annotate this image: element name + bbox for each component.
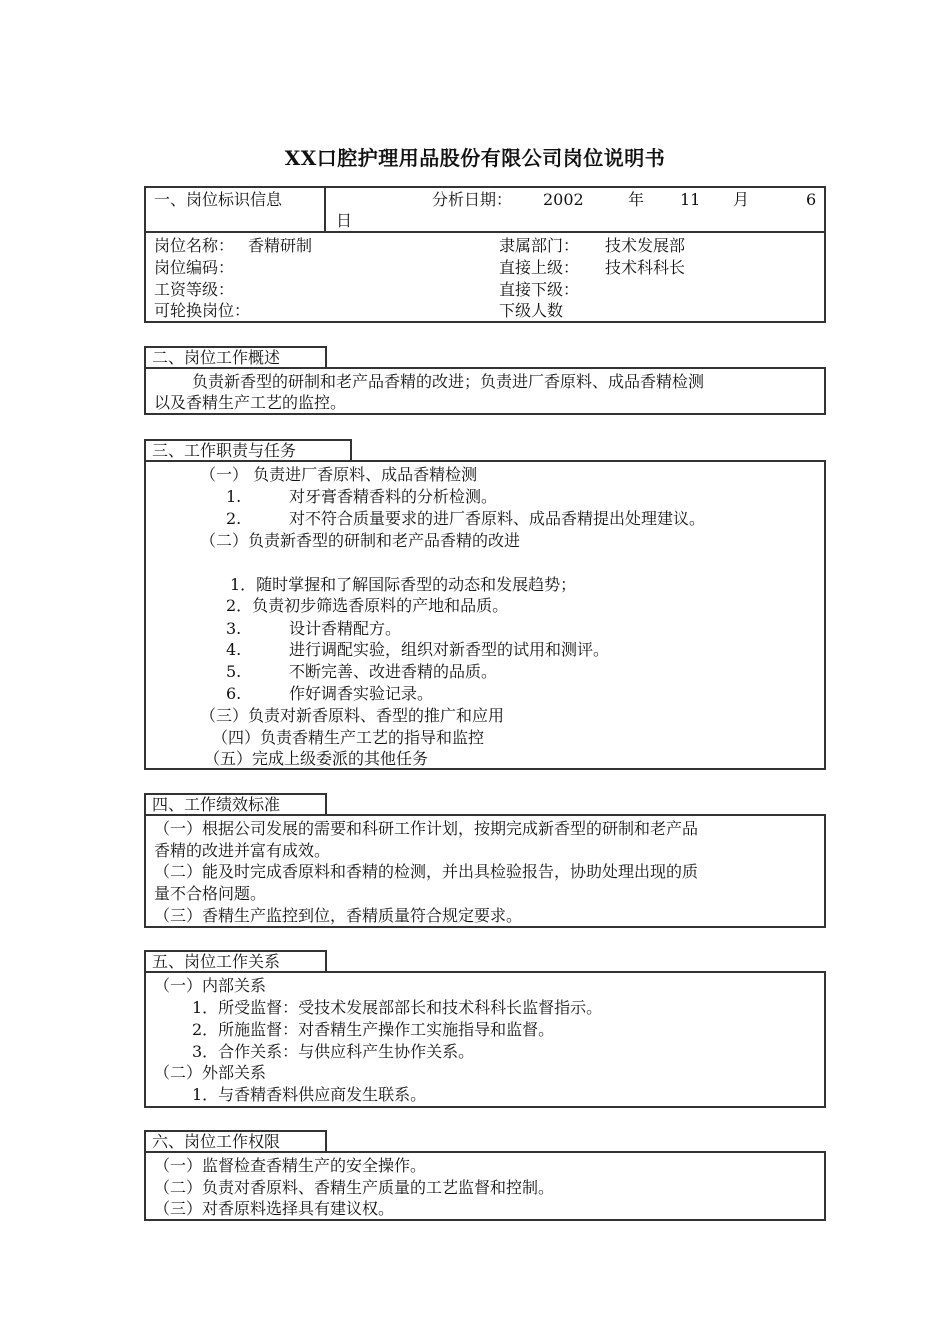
section-1-divider-horizontal xyxy=(146,231,826,233)
duty-1-1: 对牙膏香精香料的分析检测。 xyxy=(289,487,498,506)
position-code-label: 岗位编码： xyxy=(154,258,235,277)
department-value: 技术发展部 xyxy=(605,236,686,255)
department-label: 隶属部门： xyxy=(499,236,580,255)
section-1-divider-vertical xyxy=(324,188,326,232)
day-unit: 日 xyxy=(336,211,353,230)
duty-2-2: 2．负责初步筛选香原料的产地和品质。 xyxy=(226,596,509,615)
duty-group-5: （五）完成上级委派的其他任务 xyxy=(204,749,429,768)
authority-line-3: （三）对香原料选择具有建议权。 xyxy=(154,1199,395,1218)
analysis-year: 2002 xyxy=(543,190,584,209)
duty-2-4: 进行调配实验，组织对新香型的试用和测评。 xyxy=(289,640,610,659)
subordinate-count-label: 下级人数 xyxy=(499,301,564,320)
direct-superior-value: 技术科科长 xyxy=(605,258,686,277)
duty-1-2: 对不符合质量要求的进厂香原料、成品香精提出处理建议。 xyxy=(289,509,706,528)
analysis-day: 6 xyxy=(806,190,817,209)
analysis-date-label: 分析日期： xyxy=(432,190,513,209)
duty-2-5-num: 5. xyxy=(226,662,242,681)
direct-subordinate-label: 直接下级： xyxy=(499,280,580,299)
wage-grade-label: 工资等级： xyxy=(154,280,235,299)
duty-group-4: （四）负责香精生产工艺的指导和监控 xyxy=(212,728,485,747)
relations-external: （二）外部关系 xyxy=(154,1063,267,1082)
performance-line-5: （三）香精生产监控到位，香精质量符合规定要求。 xyxy=(154,906,523,925)
rotatable-position-label: 可轮换岗位： xyxy=(154,301,251,320)
section-1-header: 一、岗位标识信息 xyxy=(154,190,283,209)
duty-2-6-num: 6. xyxy=(226,684,242,703)
performance-line-4: 量不合格问题。 xyxy=(154,884,267,903)
duty-2-3: 设计香精配方。 xyxy=(289,619,402,638)
position-name-label: 岗位名称： xyxy=(154,236,235,255)
section-2-line-1: 负责新香型的研制和老产品香精的改进；负责进厂香原料、成品香精检测 xyxy=(192,372,705,391)
duty-group-3: （三）负责对新香原料、香型的推广和应用 xyxy=(200,706,505,725)
section-6-header: 六、岗位工作权限 xyxy=(144,1130,327,1152)
authority-line-1: （一）监督检查香精生产的安全操作。 xyxy=(154,1156,427,1175)
relations-cooperation: 3．合作关系：与供应科产生协作关系。 xyxy=(192,1042,475,1061)
analysis-month: 11 xyxy=(680,190,701,209)
performance-line-1: （一）根据公司发展的需要和科研工作计划，按期完成新香型的研制和老产品 xyxy=(154,819,699,838)
duty-group-1: （一） 负责进厂香原料、成品香精检测 xyxy=(200,465,478,484)
duty-2-5: 不断完善、改进香精的品质。 xyxy=(289,662,498,681)
year-unit: 年 xyxy=(628,190,645,209)
performance-line-3: （二）能及时完成香原料和香精的检测，并出具检验报告，协助处理出现的质 xyxy=(154,862,699,881)
section-4-header: 四、工作绩效标准 xyxy=(144,793,327,815)
duty-2-6: 作好调香实验记录。 xyxy=(289,684,434,703)
authority-line-2: （二）负责对香原料、香精生产质量的工艺监督和控制。 xyxy=(154,1178,555,1197)
direct-superior-label: 直接上级： xyxy=(499,258,580,277)
section-3-header: 三、工作职责与任务 xyxy=(144,439,352,461)
relations-internal: （一）内部关系 xyxy=(154,976,267,995)
section-2-line-2: 以及香精生产工艺的监控。 xyxy=(154,393,347,412)
relations-supervises: 2．所施监督：对香精生产操作工实施指导和监督。 xyxy=(192,1020,555,1039)
section-2-header: 二、岗位工作概述 xyxy=(144,346,327,368)
duty-1-1-num: 1. xyxy=(226,487,242,506)
section-5-header: 五、岗位工作关系 xyxy=(144,950,327,972)
duty-2-3-num: 3. xyxy=(226,619,242,638)
duty-1-2-num: 2. xyxy=(226,509,242,528)
position-name-value: 香精研制 xyxy=(248,236,313,255)
duty-2-1: 1．随时掌握和了解国际香型的动态和发展趋势； xyxy=(230,575,577,594)
duty-group-2: （二）负责新香型的研制和老产品香精的改进 xyxy=(200,531,521,550)
relations-external-1: 1．与香精香料供应商发生联系。 xyxy=(192,1085,427,1104)
relations-supervised-by: 1．所受监督：受技术发展部部长和技术科科长监督指示。 xyxy=(192,998,603,1017)
duty-2-4-num: 4. xyxy=(226,640,242,659)
document-title: XX口腔护理用品股份有限公司岗位说明书 xyxy=(284,146,666,170)
performance-line-2: 香精的改进并富有成效。 xyxy=(154,841,331,860)
month-unit: 月 xyxy=(733,190,750,209)
